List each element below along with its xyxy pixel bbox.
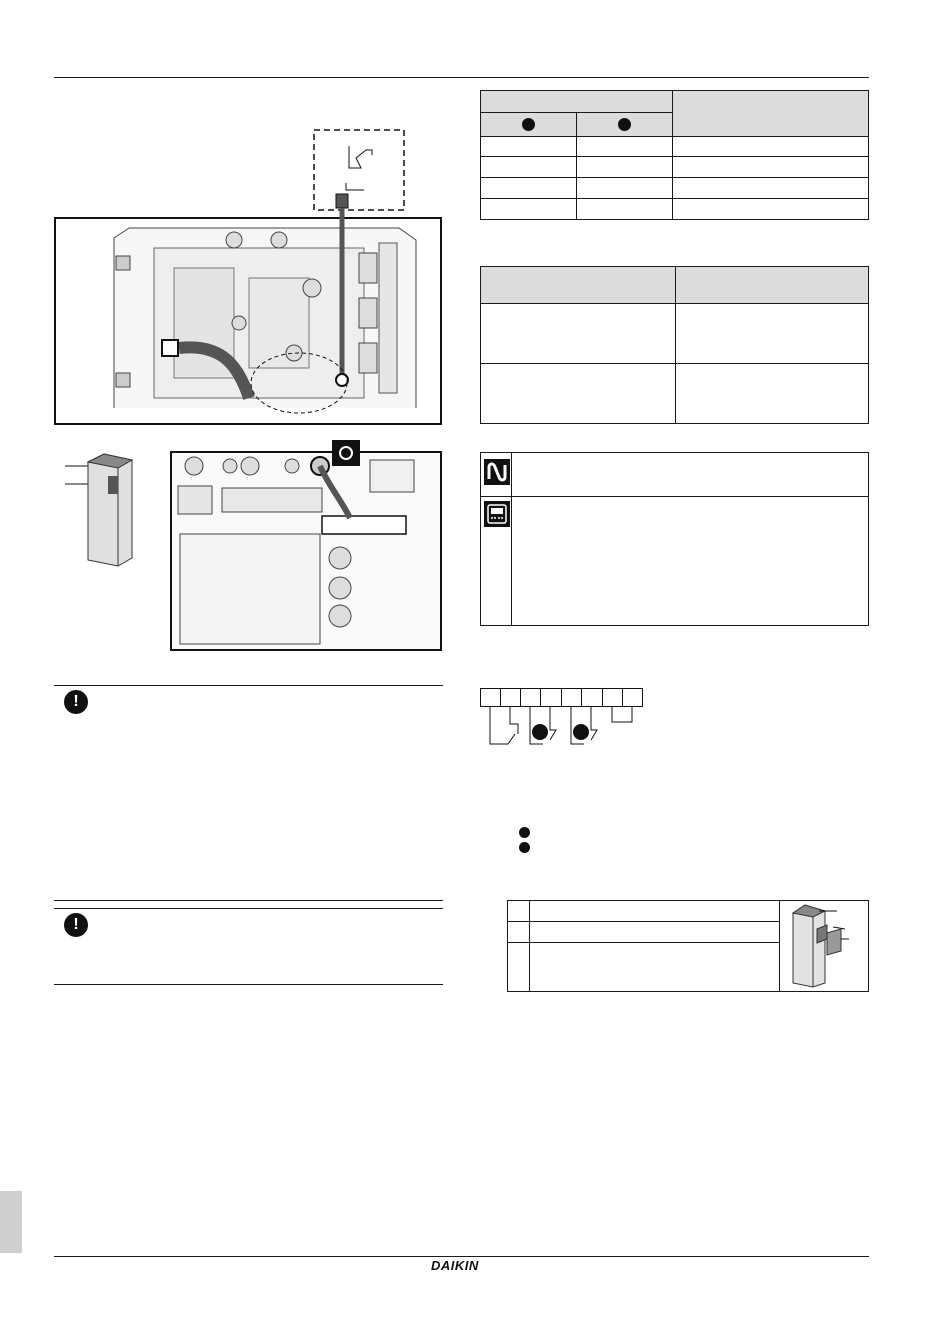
footer-rule — [54, 1256, 869, 1257]
table-row-divider — [508, 921, 779, 922]
terminal-strip-diagram — [480, 688, 650, 748]
notice-2-bottom-rule — [54, 984, 443, 985]
table-header-cell — [481, 267, 676, 304]
warning-exclamation-icon: ! — [64, 690, 88, 714]
control-board-figure — [170, 438, 444, 652]
legend-dot-1 — [519, 827, 530, 838]
table-cell — [481, 137, 577, 157]
info-box-group — [480, 452, 869, 626]
warning-exclamation-icon: ! — [64, 913, 88, 937]
spec-table — [480, 266, 869, 424]
header-rule — [54, 77, 869, 78]
notice-1-bottom-rule — [54, 900, 443, 901]
filled-circle-icon — [522, 118, 535, 131]
table-cell — [673, 157, 869, 178]
table-cell — [673, 178, 869, 199]
table-cell — [577, 199, 673, 220]
table-header-cell — [673, 91, 869, 137]
notice-2-top-rule — [54, 908, 443, 909]
table-col-divider — [529, 901, 530, 991]
table-cell — [673, 199, 869, 220]
filled-circle-icon — [618, 118, 631, 131]
table-header-cell — [481, 91, 673, 113]
table-row-divider — [508, 942, 779, 943]
table-header-cell — [577, 113, 673, 137]
installer-icon — [484, 459, 510, 485]
table-cell — [481, 178, 577, 199]
table-col-divider — [779, 901, 780, 991]
table-cell — [676, 364, 869, 424]
table-header-cell — [481, 113, 577, 137]
unit-icon-figure — [783, 903, 865, 989]
table-cell — [481, 157, 577, 178]
table-cell — [577, 178, 673, 199]
unit-icon-figure — [60, 450, 140, 570]
table-cell — [577, 157, 673, 178]
table-cell — [481, 199, 577, 220]
reference-table — [507, 900, 869, 992]
info-box-divider-v — [511, 453, 512, 625]
table-header-cell — [676, 267, 869, 304]
info-box-divider-h — [481, 496, 868, 497]
terminal-table — [480, 90, 869, 220]
table-cell — [676, 304, 869, 364]
table-cell — [481, 364, 676, 424]
user-interface-icon — [484, 501, 510, 527]
unit-wiring-figure — [54, 128, 444, 426]
table-cell — [481, 304, 676, 364]
chapter-side-tab — [0, 1191, 22, 1253]
table-cell — [673, 137, 869, 157]
legend-dot-2 — [519, 842, 530, 853]
table-cell — [577, 137, 673, 157]
daikin-logo: DAIKIN — [431, 1258, 479, 1273]
notice-1-top-rule — [54, 685, 443, 686]
